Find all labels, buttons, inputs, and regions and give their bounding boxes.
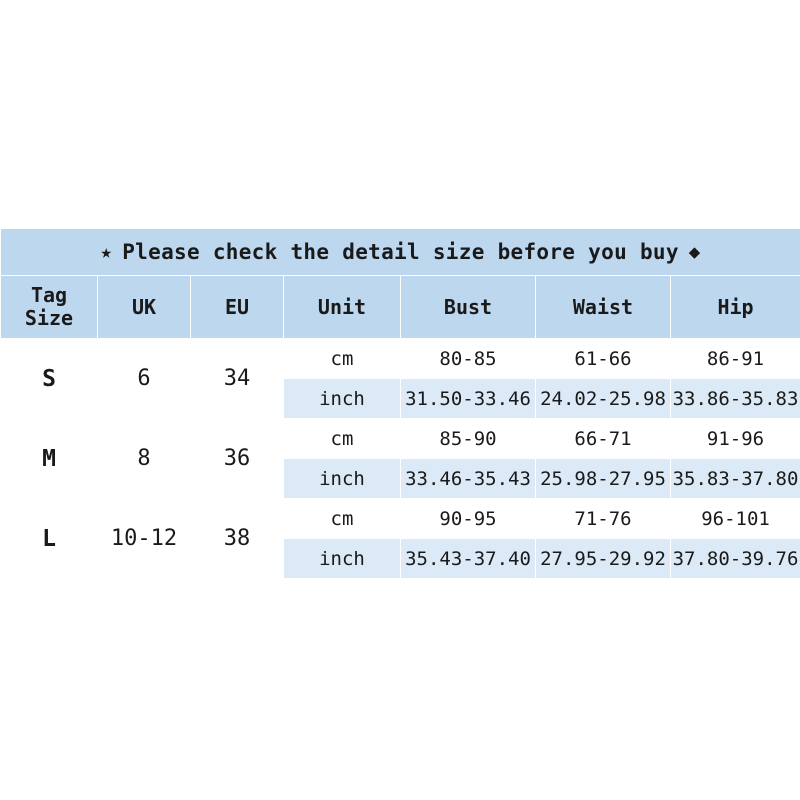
header-eu: EU	[191, 276, 284, 339]
row-bust-cm-l: 90-95	[401, 499, 536, 539]
row-waist-inch-m: 25.98-27.95	[536, 459, 671, 499]
table-row	[1, 419, 800, 459]
row-size-l: L	[1, 499, 98, 579]
header-tag-line1: Tag	[30, 283, 68, 307]
header-row	[1, 276, 800, 339]
row-hip-cm-l: 96-101	[671, 499, 800, 539]
star-icon: ★	[100, 240, 113, 263]
header-bust: Bust	[401, 276, 536, 339]
row-waist-cm-l: 71-76	[536, 499, 671, 539]
row-waist-cm-m: 66-71	[536, 419, 671, 459]
row-unit-cm-m: cm	[284, 419, 401, 459]
row-hip-cm-s: 86-91	[671, 339, 800, 379]
size-chart-container	[0, 228, 800, 579]
header-tag-size	[1, 276, 98, 339]
row-size-s: S	[1, 339, 98, 419]
row-unit-inch-m: inch	[284, 459, 401, 499]
header-hip: Hip	[671, 276, 800, 339]
header-unit: Unit	[284, 276, 401, 339]
size-chart-table	[0, 228, 800, 579]
row-eu-l: 38	[191, 499, 284, 579]
row-eu-m: 36	[191, 419, 284, 499]
row-unit-cm-l: cm	[284, 499, 401, 539]
table-row	[1, 339, 800, 379]
row-eu-s: 34	[191, 339, 284, 419]
row-unit-cm-s: cm	[284, 339, 401, 379]
header-tag-line2: Size	[24, 306, 74, 330]
header-waist: Waist	[536, 276, 671, 339]
row-uk-s: 6	[98, 339, 191, 419]
row-uk-l: 10-12	[98, 499, 191, 579]
banner-cell	[1, 229, 800, 276]
row-unit-inch-l: inch	[284, 539, 401, 579]
row-hip-inch-l: 37.80-39.76	[671, 539, 800, 579]
row-unit-inch-s: inch	[284, 379, 401, 419]
row-hip-inch-m: 35.83-37.80	[671, 459, 800, 499]
diamond-icon: ◆	[688, 240, 701, 263]
row-bust-inch-m: 33.46-35.43	[401, 459, 536, 499]
banner-text: Please check the detail size before you buy	[122, 240, 679, 264]
row-hip-inch-s: 33.86-35.83	[671, 379, 800, 419]
row-waist-cm-s: 61-66	[536, 339, 671, 379]
row-waist-inch-s: 24.02-25.98	[536, 379, 671, 419]
row-hip-cm-m: 91-96	[671, 419, 800, 459]
row-bust-inch-l: 35.43-37.40	[401, 539, 536, 579]
row-size-m: M	[1, 419, 98, 499]
header-uk: UK	[98, 276, 191, 339]
row-bust-cm-s: 80-85	[401, 339, 536, 379]
row-bust-inch-s: 31.50-33.46	[401, 379, 536, 419]
row-waist-inch-l: 27.95-29.92	[536, 539, 671, 579]
row-bust-cm-m: 85-90	[401, 419, 536, 459]
row-uk-m: 8	[98, 419, 191, 499]
table-row	[1, 499, 800, 539]
banner-row	[1, 229, 800, 276]
